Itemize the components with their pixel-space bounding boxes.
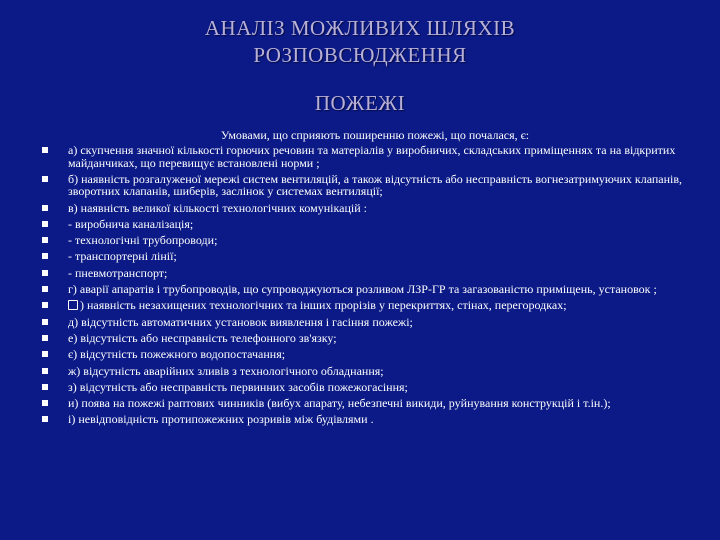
list-item	[68, 234, 686, 247]
square-bullet-icon	[42, 286, 48, 292]
conditions-list	[68, 144, 686, 430]
list-item	[68, 299, 686, 312]
list-item-text: д) відсутність автоматичних установок виявлення і гасіння пожежі;	[68, 314, 413, 329]
list-item	[68, 397, 686, 410]
list-item	[68, 413, 686, 426]
list-item-text: е) відсутність або несправність телефонного зв'язку;	[68, 330, 337, 345]
square-bullet-icon	[42, 368, 48, 374]
square-bullet-icon	[42, 400, 48, 406]
list-item	[68, 202, 686, 215]
square-bullet-icon	[42, 416, 48, 422]
list-item-text: - пневмотранспорт;	[68, 265, 168, 280]
list-item	[68, 250, 686, 263]
list-item-text: и) поява на пожежі раптових чинників (вибух апарату, небезпечні викиди, руйнування конструкцій і т.ін.);	[68, 396, 611, 411]
list-item	[68, 144, 686, 169]
square-bullet-icon	[42, 221, 48, 227]
list-item-text: ж) відсутність аварійних зливів з технологічного обладнання;	[68, 363, 384, 378]
list-item	[68, 348, 686, 361]
list-item	[68, 267, 686, 280]
square-bullet-icon	[42, 205, 48, 211]
list-item	[68, 218, 686, 231]
square-bullet-icon	[42, 302, 48, 308]
unrendered-glyph-icon	[68, 300, 78, 310]
list-item	[68, 316, 686, 329]
list-item-text: ) наявність незахищених технологічних та інших прорізів у перекриттях, стінах, перегородках;	[80, 298, 567, 313]
square-bullet-icon	[42, 270, 48, 276]
square-bullet-icon	[42, 147, 48, 153]
list-item-text: в) наявність великої кількості технологічних комунікацій :	[68, 200, 367, 215]
list-item-text: - транспортерні лінії;	[68, 249, 177, 264]
slide-title-line-3: ПОЖЕЖІ	[314, 91, 406, 115]
list-item-text: а) скупчення значної кількості горючих речовин та матеріалів у виробничих, складських приміщеннях та на відкритих майданчиках, що перевищує встановлені норми ;	[68, 143, 676, 170]
list-item	[68, 173, 686, 198]
list-item-text: з) відсутність або несправність первинних засобів пожежогасіння;	[68, 379, 408, 394]
intro-text: Умовами, що сприяють поширенню пожежі, що почалася, є:	[220, 128, 530, 142]
list-item	[68, 381, 686, 394]
list-item-text: б) наявність розгалуженої мережі систем вентиляцій, а також відсутність або несправність вогнезатримуючих клапанів, зворотних клапанів, шиберів, заслінок у системах вентиляції;	[68, 171, 683, 199]
list-item-text: г) аварії апаратів і трубопроводів, що супроводжуються розливом ЛЗР-ГР та загазованістю приміщень, установок ;	[68, 282, 657, 297]
slide-title-line-1: АНАЛІЗ МОЖЛИВИХ ШЛЯХІВ	[204, 16, 516, 40]
square-bullet-icon	[42, 335, 48, 341]
list-item-text: - виробнича каналізація;	[68, 216, 194, 231]
square-bullet-icon	[42, 384, 48, 390]
slide-title-line-2: РОЗПОВСЮДЖЕННЯ	[253, 43, 467, 67]
list-item-text: - технологічні трубопроводи;	[68, 233, 218, 248]
list-item	[68, 283, 686, 296]
square-bullet-icon	[42, 351, 48, 357]
list-item-text: є) відсутність пожежного водопостачання;	[68, 347, 286, 362]
square-bullet-icon	[42, 176, 48, 182]
list-item	[68, 332, 686, 345]
square-bullet-icon	[42, 253, 48, 259]
list-item-text: і) невідповідність протипожежних розривів між будівлями .	[68, 412, 374, 427]
list-item	[68, 365, 686, 378]
square-bullet-icon	[42, 237, 48, 243]
square-bullet-icon	[42, 319, 48, 325]
